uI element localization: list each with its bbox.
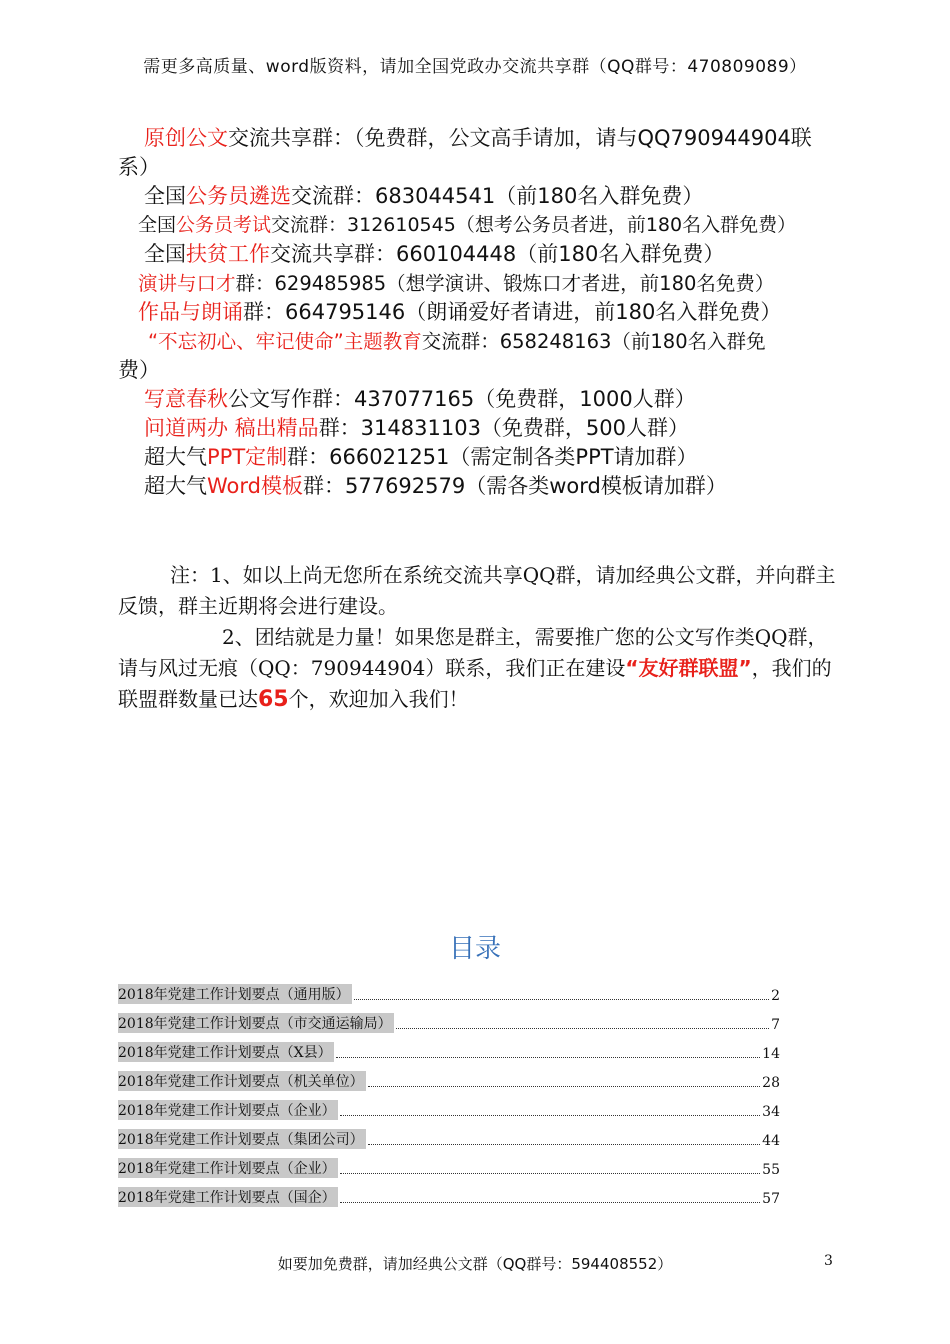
toc-entry[interactable] [118, 975, 780, 1004]
toc-entry-page: 7 [771, 1017, 780, 1033]
group-text: 群：629485985（想学演讲、锻炼口才者进，前180名免费） [235, 272, 775, 295]
toc-entry[interactable] [118, 1062, 780, 1091]
toc-entry-label: 2018年党建工作计划要点（市交通运输局） [118, 1013, 394, 1033]
group-highlight: “不忘初心、牢记使命”主题教育 [148, 330, 422, 353]
group-highlight: 公务员遴选 [186, 184, 291, 208]
group-text: 交流共享群：（免费群，公文高手请加，请与QQ790944904联 [228, 126, 812, 150]
group-prefix: 超大气 [144, 445, 207, 469]
group-line-wrap [118, 356, 838, 385]
page-number: 3 [824, 1253, 833, 1269]
note-section [118, 560, 838, 715]
toc-leader-dots [340, 1173, 761, 1174]
group-line [118, 414, 838, 443]
toc-entry[interactable] [118, 1178, 780, 1207]
group-text: 交流共享群：660104448（前180名入群免费） [270, 242, 725, 266]
toc-entry-label: 2018年党建工作计划要点（集团公司） [118, 1129, 366, 1149]
group-highlight: PPT定制 [207, 445, 288, 469]
page-footer: 如要加免费群，请加经典公文群（QQ群号：594408552） [277, 1255, 673, 1273]
group-highlight: Word模板 [207, 474, 303, 498]
group-line [118, 211, 838, 240]
toc-entry[interactable] [118, 1120, 780, 1149]
group-prefix: 全国 [144, 242, 186, 266]
toc-entry-label: 2018年党建工作计划要点（企业） [118, 1158, 338, 1178]
group-line [118, 472, 838, 501]
group-line [118, 385, 838, 414]
toc-leader-dots [340, 1202, 761, 1203]
group-line [118, 443, 838, 472]
group-highlight: 扶贫工作 [186, 242, 270, 266]
note-text: 个，欢迎加入我们！ [288, 687, 469, 711]
toc-entry-label: 2018年党建工作计划要点（X县） [118, 1042, 334, 1062]
toc-entry[interactable] [118, 1149, 780, 1178]
toc-entry-label: 2018年党建工作计划要点（企业） [118, 1100, 338, 1120]
group-highlight: 公务员考试 [176, 214, 272, 236]
note-paragraph-1: 注：1、如以上尚无您所在系统交流共享QQ群，请加经典公文群，并向群主反馈，群主近期将会进行建设。 [118, 563, 836, 618]
group-line [118, 182, 838, 211]
toc-leader-dots [368, 1086, 761, 1087]
group-highlight: 演讲与口才 [138, 272, 236, 295]
group-text-wrap: 系） [118, 155, 160, 179]
group-highlight: 问道两办 稿出精品 [144, 416, 319, 440]
toc-entry-page: 57 [762, 1191, 780, 1207]
group-prefix: 全国 [138, 214, 177, 236]
group-line [118, 269, 838, 298]
note-text: 2、团结就是力量！如果您是群主，需要推广您的公文写作类QQ群，请与风过无痕（QQ：790944904）联系，我们正在建设 [118, 625, 828, 680]
toc-entry-page: 44 [762, 1133, 780, 1149]
table-of-contents [118, 975, 780, 1207]
alliance-name: “友好群联盟” [625, 656, 752, 680]
group-list [118, 124, 838, 501]
toc-entry-page: 2 [771, 988, 780, 1004]
toc-leader-dots [340, 1115, 761, 1116]
page-header: 需更多高质量、word版资料，请加全国党政办交流共享群（QQ群号：470809089） [143, 57, 807, 77]
toc-leader-dots [396, 1028, 769, 1029]
toc-entry[interactable] [118, 1004, 780, 1033]
toc-entry[interactable] [118, 1033, 780, 1062]
group-text-wrap: 费） [118, 358, 160, 382]
group-prefix: 全国 [144, 184, 186, 208]
toc-title: 目录 [448, 934, 501, 964]
group-line [118, 327, 838, 356]
toc-entry-label: 2018年党建工作计划要点（国企） [118, 1187, 338, 1207]
toc-entry-page: 28 [762, 1075, 780, 1091]
toc-entry[interactable] [118, 1091, 780, 1120]
toc-leader-dots [354, 999, 769, 1000]
toc-entry-page: 34 [762, 1104, 780, 1120]
group-highlight: 作品与朗诵 [138, 300, 243, 324]
group-text: 公文写作群：437077165（免费群，1000人群） [228, 387, 696, 411]
group-line [118, 240, 838, 269]
group-prefix: 超大气 [144, 474, 207, 498]
group-line [118, 298, 838, 327]
toc-entry-label: 2018年党建工作计划要点（通用版） [118, 984, 352, 1004]
group-line [118, 124, 838, 153]
toc-leader-dots [368, 1144, 761, 1145]
group-text: 交流群：683044541（前180名入群免费） [291, 184, 704, 208]
group-text: 群：314831103（免费群，500人群） [318, 416, 690, 440]
toc-leader-dots [336, 1057, 761, 1058]
group-text: 群：664795146（朗诵爱好者请进，前180名入群免费） [243, 300, 782, 324]
group-highlight: 写意春秋 [144, 387, 228, 411]
group-text: 交流群：658248163（前180名入群免 [421, 330, 766, 353]
group-text: 群：666021251（需定制各类PPT请加群） [287, 445, 698, 469]
group-text: 群：577692579（需各类word模板请加群） [302, 474, 727, 498]
note-paragraph-2 [118, 622, 838, 715]
toc-entry-label: 2018年党建工作计划要点（机关单位） [118, 1071, 366, 1091]
group-line-wrap [118, 153, 838, 182]
note-text: ，我们的联盟群数量已达 [118, 656, 832, 711]
toc-entry-page: 14 [762, 1046, 780, 1062]
group-text: 交流群：312610545（想考公务员者进，前180名入群免费） [271, 214, 797, 236]
alliance-count: 65 [258, 687, 289, 712]
toc-entry-page: 55 [762, 1162, 780, 1178]
group-highlight: 原创公文 [144, 126, 228, 150]
